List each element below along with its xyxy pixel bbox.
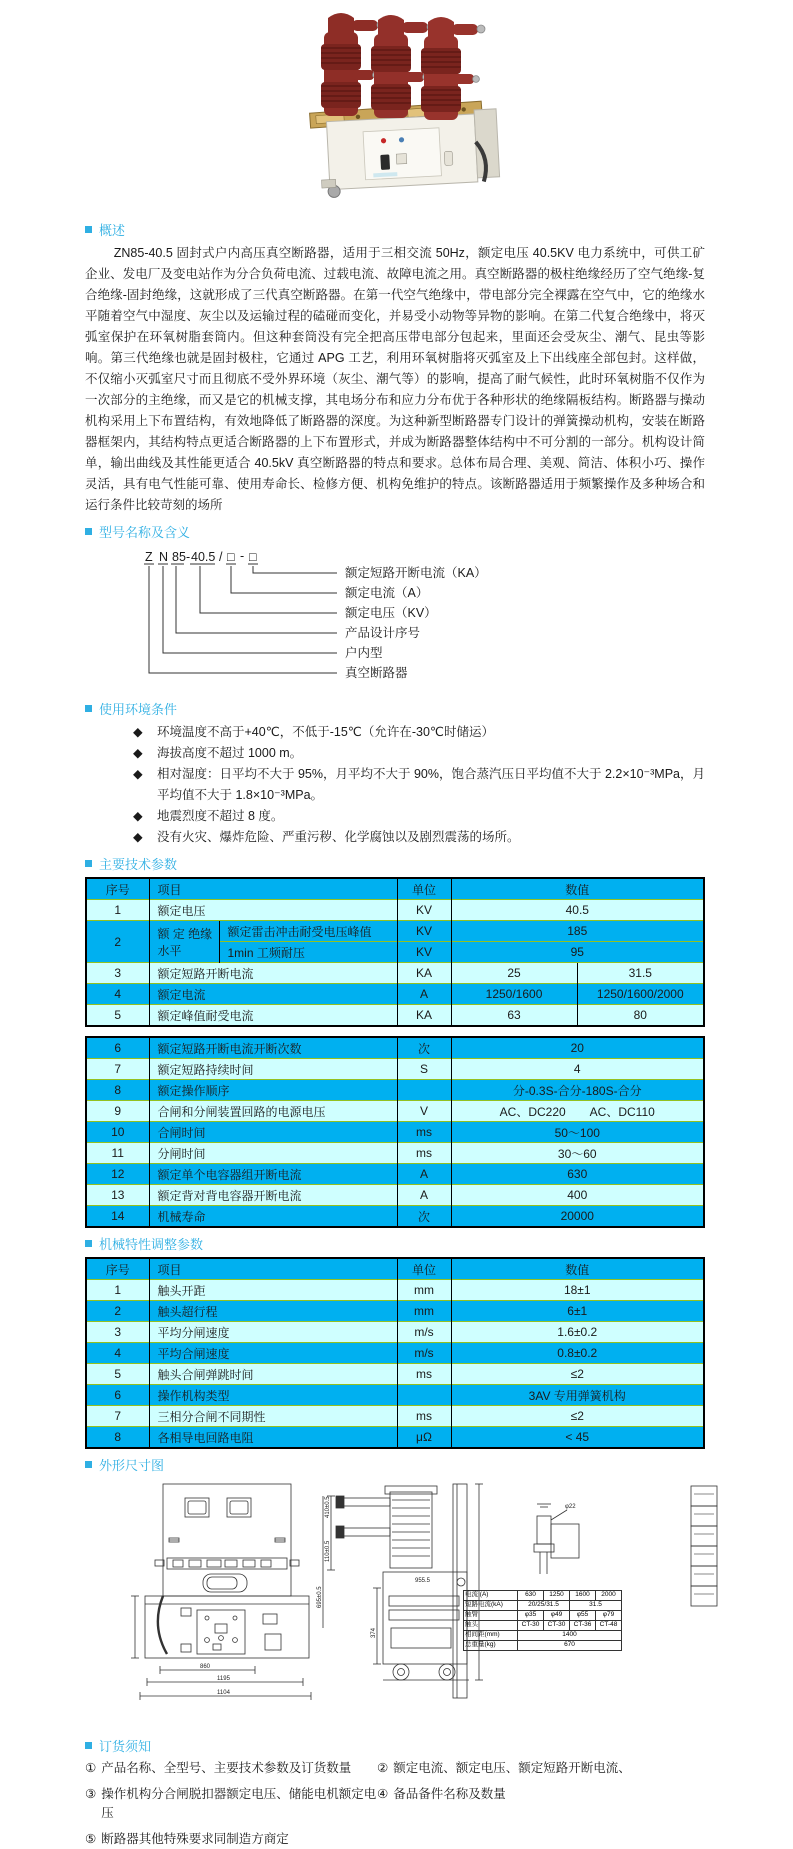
- cell-unit: KA: [397, 1005, 451, 1027]
- cell-no: 7: [86, 1406, 149, 1427]
- table-row: [86, 1122, 704, 1143]
- cell-item: 额定短路开断电流开断次数: [149, 1037, 397, 1059]
- model-label: 产品设计序号: [345, 626, 421, 640]
- environment-list: [85, 722, 705, 848]
- cell-value: CT-48: [596, 1621, 622, 1631]
- cell-value: 50～100: [451, 1122, 704, 1143]
- cell-unit: m/s: [397, 1322, 451, 1343]
- ordering-item-text: 额定电流、额定电压、额定短路开断电流、: [393, 1761, 631, 1775]
- header-cell: 序号: [105, 882, 130, 897]
- cell-value: 20/25/31.5: [518, 1601, 570, 1611]
- table-row: [86, 1206, 704, 1228]
- section-title: 使用环境条件: [99, 702, 178, 717]
- cell-value: 1400: [518, 1631, 622, 1641]
- env-item-text: 环境温度不高于+40℃，不低于-15℃（允许在-30℃时储运）: [157, 725, 494, 739]
- cell-value: 20000: [451, 1206, 704, 1228]
- list-item: [85, 743, 705, 764]
- cell-unit: KA: [397, 963, 451, 984]
- model-code-box2: □: [249, 550, 257, 564]
- cell-value: 1250: [544, 1591, 570, 1601]
- diamond-bullet-icon: ◆: [133, 746, 143, 760]
- cell-value: φ79: [596, 1611, 622, 1621]
- cell-value: 63: [451, 1005, 577, 1027]
- cell-no: 12: [86, 1164, 149, 1185]
- cell-unit: ms: [397, 1143, 451, 1164]
- header-cell: 数值: [451, 878, 704, 900]
- cell-no: 11: [86, 1143, 149, 1164]
- table-row: [464, 1621, 622, 1631]
- table-row: [86, 1385, 704, 1406]
- dim-label: 374: [371, 1627, 377, 1638]
- cell-value: 1600: [570, 1591, 596, 1601]
- cell-value: 40.5: [451, 900, 704, 921]
- header-cell: 序号: [105, 1262, 130, 1277]
- cell-value: < 45: [451, 1427, 704, 1449]
- diamond-bullet-icon: ◆: [133, 725, 143, 739]
- table-row: [86, 1427, 704, 1449]
- table-row: [464, 1601, 622, 1611]
- list-item: [85, 1759, 377, 1778]
- cell-unit: ms: [397, 1122, 451, 1143]
- dim-label: φ22: [565, 1504, 576, 1510]
- cell-item: 操作机构类型: [149, 1385, 397, 1406]
- cell-value: 1250/1600/2000: [577, 984, 704, 1005]
- cell-item: 额定雷击冲击耐受电压峰值: [219, 921, 397, 942]
- section-bullet-icon: [85, 860, 92, 867]
- model-label: 额定短路开断电流（KA）: [345, 566, 487, 580]
- cell-value: CT-30: [544, 1621, 570, 1631]
- circled-number: ⑤: [85, 1832, 97, 1846]
- cell-value: 31.5: [570, 1601, 622, 1611]
- table-row: [86, 1185, 704, 1206]
- cell-item: 分闸时间: [149, 1143, 397, 1164]
- model-designation-diagram: [85, 545, 705, 693]
- env-item-text: 地震烈度不超过 8 度。: [157, 809, 284, 823]
- diamond-bullet-icon: ◆: [133, 809, 143, 823]
- ordering-item-text: 操作机构分合闸脱扣器额定电压、储能电机额定电压: [101, 1787, 377, 1820]
- cell-item: 额定短路开断电流: [149, 963, 397, 984]
- cell-item: 触头开距: [149, 1280, 397, 1301]
- table-row: [86, 1059, 704, 1080]
- cell-no: 6: [114, 1041, 122, 1055]
- cell-value: 0.8±0.2: [451, 1343, 704, 1364]
- cell-unit: ms: [397, 1406, 451, 1427]
- list-item: [85, 722, 705, 743]
- cell-no: 5: [86, 1364, 149, 1385]
- header-cell: 单位: [397, 878, 451, 900]
- model-label: 额定电流（A）: [345, 586, 429, 600]
- cell-value: 4: [451, 1059, 704, 1080]
- cell-value: CT-30: [518, 1621, 544, 1631]
- section-title: 订货须知: [99, 1739, 152, 1754]
- section-header-overview: [85, 220, 705, 239]
- cell-unit: A: [397, 1185, 451, 1206]
- cell-value: 185: [451, 921, 704, 942]
- list-item: [85, 1830, 377, 1849]
- cell-no: 5: [86, 1005, 149, 1027]
- drawing-ratings-table: [463, 1590, 622, 1651]
- cell-value: 20: [451, 1037, 704, 1059]
- diamond-bullet-icon: ◆: [133, 830, 143, 844]
- cell-unit: KV: [397, 900, 451, 921]
- cell-value: 18±1: [451, 1280, 704, 1301]
- product-photo: [268, 4, 526, 196]
- mech-params-table: [85, 1257, 705, 1449]
- model-label: 真空断路器: [345, 666, 408, 680]
- cell-no: 1: [86, 1280, 149, 1301]
- cell-unit: mm: [397, 1280, 451, 1301]
- list-item: [85, 806, 705, 827]
- cell-item: 平均合闸速度: [149, 1343, 397, 1364]
- cell-value: AC、DC220 AC、DC110: [451, 1101, 704, 1122]
- cell-value: 2000: [596, 1591, 622, 1601]
- section-title: 外形尺寸图: [99, 1458, 165, 1473]
- ordering-list: [85, 1759, 705, 1849]
- cell-value: 30～60: [451, 1143, 704, 1164]
- section-bullet-icon: [85, 1461, 92, 1468]
- circuit-breaker-illustration: [268, 4, 526, 196]
- cell-value: φ55: [570, 1611, 596, 1621]
- cell-value: φ49: [544, 1611, 570, 1621]
- model-code-z: Z: [145, 550, 153, 564]
- cell-unit: mm: [397, 1301, 451, 1322]
- cell-item: 额定背对背电容器开断电流: [149, 1185, 397, 1206]
- cell-no: 8: [86, 1427, 149, 1449]
- dim-label: 410±0.5: [325, 1496, 331, 1518]
- table-row: [86, 1280, 704, 1301]
- section-title: 型号名称及含义: [99, 525, 191, 540]
- section-bullet-icon: [85, 705, 92, 712]
- cell-no: 6: [86, 1385, 149, 1406]
- cell-unit: V: [397, 1101, 451, 1122]
- cell-label: 触臂: [464, 1611, 518, 1621]
- cell-item: 合闸和分闸装置回路的电源电压: [149, 1101, 397, 1122]
- section-header-model: [85, 522, 705, 541]
- cell-label: 总重量(kg): [464, 1641, 518, 1651]
- cell-item: 额定电压: [149, 900, 397, 921]
- cell-value: ≤2: [451, 1406, 704, 1427]
- table-row: [86, 1164, 704, 1185]
- cell-item: 额定操作顺序: [149, 1080, 397, 1101]
- cell-unit: KV: [397, 921, 451, 942]
- cell-value: 400: [451, 1185, 704, 1206]
- section-title: 机械特性调整参数: [99, 1237, 204, 1252]
- cell-label: 短路电流(kA): [464, 1601, 518, 1611]
- cell-no: 4: [86, 984, 149, 1005]
- cell-no: 1: [86, 900, 149, 921]
- table-row: [86, 1364, 704, 1385]
- cell-item: 平均分闸速度: [149, 1322, 397, 1343]
- cell-no: 3: [86, 963, 149, 984]
- header-cell: 单位: [397, 1258, 451, 1280]
- cell-value: 3AV 专用弹簧机构: [451, 1385, 704, 1406]
- cell-unit: ms: [397, 1364, 451, 1385]
- cell-no: 7: [86, 1059, 149, 1080]
- cell-unit: A: [397, 1164, 451, 1185]
- cell-item: 合闸时间: [149, 1122, 397, 1143]
- table-row: [464, 1631, 622, 1641]
- model-code-405: 40.5: [191, 550, 216, 564]
- table-row: [86, 1080, 704, 1101]
- cell-item: 机械寿命: [149, 1206, 397, 1228]
- cell-no: 2: [86, 1301, 149, 1322]
- cell-value: CT-36: [570, 1621, 596, 1631]
- cell-unit: [397, 1385, 451, 1406]
- table-row: [86, 984, 704, 1005]
- env-item-text: 没有火灾、爆炸危险、严重污秽、化学腐蚀以及剧烈震荡的场所。: [157, 830, 520, 844]
- section-title: 主要技术参数: [99, 857, 178, 872]
- table-row: [464, 1591, 622, 1601]
- cell-label: 触头: [464, 1621, 518, 1631]
- env-item-text: 海拔高度不超过 1000 m。: [157, 746, 303, 760]
- model-label: 额定电压（KV）: [345, 606, 437, 620]
- section-header-main-params: [85, 854, 705, 873]
- circled-number: ①: [85, 1761, 97, 1775]
- table-row: [86, 1143, 704, 1164]
- model-code-dash: -: [240, 549, 245, 563]
- ordering-item-text: 备品备件名称及数量: [393, 1787, 506, 1801]
- cell-value: 25: [451, 963, 577, 984]
- cell-no: 2: [86, 921, 149, 963]
- cell-item: 1min 工频耐压: [219, 942, 397, 963]
- table-row: [86, 963, 704, 984]
- header-cell: 项目: [149, 1258, 397, 1280]
- table-row: [86, 1301, 704, 1322]
- section-bullet-icon: [85, 1240, 92, 1247]
- dim-label: 1195: [217, 1676, 230, 1682]
- cell-unit: KV: [397, 942, 451, 963]
- cell-no: 8: [86, 1080, 149, 1101]
- table-row: [86, 1322, 704, 1343]
- table-row: [86, 1343, 704, 1364]
- cell-unit: m/s: [397, 1343, 451, 1364]
- cell-label: 电流 (A): [464, 1591, 518, 1601]
- diamond-bullet-icon: ◆: [133, 767, 143, 781]
- cell-no: 10: [86, 1122, 149, 1143]
- section-bullet-icon: [85, 1742, 92, 1749]
- cell-value: φ35: [518, 1611, 544, 1621]
- table-row: [86, 1005, 704, 1027]
- cell-value: 1.6±0.2: [451, 1322, 704, 1343]
- dim-label: 110±0.5: [325, 1540, 331, 1562]
- section-header-environment: [85, 699, 705, 718]
- dimension-drawing-svg: [85, 1478, 725, 1730]
- cell-label: 相间距(mm): [464, 1631, 518, 1641]
- dim-label: 695±0.5: [317, 1586, 323, 1608]
- cell-item: 额定电流: [149, 984, 397, 1005]
- cell-item: 触头超行程: [149, 1301, 397, 1322]
- header-cell: 项目: [149, 878, 397, 900]
- cell-value: 630: [451, 1164, 704, 1185]
- overview-paragraph: ZN85-40.5 固封式户内高压真空断路器，适用于三相交流 50Hz，额定电压 40.5KV 电力系统中，可供工矿企业、发电厂及变电站作为分合负荷电流、过载电流、故障电流之用。真空断路器的极柱绝缘经历了空气绝缘-复合绝缘-固封绝缘，这就形成了三代真空断路器。在第一代空气绝缘中，带电部分完全裸露在空气中，它的绝缘水平随着空气中湿度、灰尘以及运输过程的磕碰而变化，并易受小动物等异物的影响。在第二代复合绝缘中，将灭弧室保护在环氧树脂套筒内。但这种套筒没有完全把高压带电部分包起来，里面还会受灰尘、潮气、昆虫等影响。第三代绝缘也就是固封极柱，它通过 APG 工艺，利用环氧树脂将灭弧室及上下出线座全部包封。这样做，不仅缩小灭弧室尺寸而且彻底不受外界环境（灰尘、潮气等）的影响，提高了耐气候性，此时环氧树脂不仅作为一次部分的主绝缘，而又是它的机械支撑，其电场分布和应力分布优于各种形状的绝缘隔板结构。断路器与操动机构采用上下布置结构，有效地降低了断路器的深度。为这种新型断路器专门设计的弹簧操动机构，安装在断路器框架内，其结构特点更适合断路器的上下布置形式，并成为断路器整体结构中不可分割的一部分。机构设计简单，输出曲线及其性能更适合 40.5kV 真空断路器的特点和要求。总体布局合理、美观、简洁、体积小巧、操作灵活，具有电气性能可靠、使用寿命长、检修方便、机构免维护的特点。该断路器适用于频繁操作及多种场合和运行条件比较苛刻的场所: [85, 246, 705, 512]
- dim-label: 955.5: [415, 1578, 431, 1584]
- model-code-box1: □: [227, 550, 235, 564]
- cell-unit: S: [397, 1059, 451, 1080]
- outline-dimension-drawing: [85, 1478, 705, 1730]
- ordering-item-text: 断路器其他特殊要求同制造方商定: [101, 1832, 289, 1846]
- cell-value: 95: [451, 942, 704, 963]
- circled-number: ④: [377, 1787, 389, 1801]
- cell-value: 6±1: [451, 1301, 704, 1322]
- list-item: [377, 1785, 705, 1823]
- table-row: [86, 1037, 704, 1059]
- cell-no: 4: [86, 1343, 149, 1364]
- cell-unit: μΩ: [397, 1427, 451, 1449]
- model-code-slash: /: [219, 550, 223, 564]
- section-header-mech-params: [85, 1234, 705, 1253]
- main-params-table-part2: [85, 1036, 705, 1228]
- model-code-hyphen: -: [186, 550, 191, 564]
- table-row: [464, 1611, 622, 1621]
- cell-item: 触头合闸弹跳时间: [149, 1364, 397, 1385]
- table-header-row: [86, 878, 704, 900]
- dim-label: 1104: [217, 1690, 230, 1696]
- circled-number: ②: [377, 1761, 389, 1775]
- list-item: [377, 1759, 705, 1778]
- table-row: [86, 900, 704, 921]
- cell-item: 额定短路持续时间: [149, 1059, 397, 1080]
- model-code-n: N: [159, 550, 169, 564]
- table-header-row: [86, 1258, 704, 1280]
- model-code-85: 85: [172, 550, 186, 564]
- cell-item: 各相导电回路电阻: [149, 1427, 397, 1449]
- env-item-text: 相对湿度：日平均不大于 95%，月平均不大于 90%，饱合蒸汽压日平均值不大于 2.2×10⁻³MPa，月平均值不大于 1.8×10⁻³MPa。: [157, 767, 705, 802]
- table-row: [86, 1101, 704, 1122]
- cell-value: 31.5: [577, 963, 704, 984]
- list-item: [85, 1785, 377, 1823]
- section-bullet-icon: [85, 528, 92, 535]
- cell-value: 80: [577, 1005, 704, 1027]
- cell-value: 630: [518, 1591, 544, 1601]
- cell-unit: A: [397, 984, 451, 1005]
- cell-value: 1250/1600: [451, 984, 577, 1005]
- cell-no: 9: [86, 1101, 149, 1122]
- cell-no: 13: [86, 1185, 149, 1206]
- cell-item: 三相分合闸不同期性: [149, 1406, 397, 1427]
- cell-item: 额定峰值耐受电流: [149, 1005, 397, 1027]
- model-label: 户内型: [345, 646, 383, 660]
- cell-no: 3: [86, 1322, 149, 1343]
- table-gap: [85, 1027, 705, 1036]
- section-header-ordering: [85, 1736, 705, 1755]
- cell-no: 14: [86, 1206, 149, 1228]
- dim-label: 860: [200, 1664, 211, 1670]
- table-row: [86, 921, 704, 942]
- content-column: [85, 214, 705, 1849]
- cell-item: 额定单个电容器组开断电流: [149, 1164, 397, 1185]
- cell-value: ≤2: [451, 1364, 704, 1385]
- section-title: 概述: [99, 223, 126, 238]
- list-item: [85, 827, 705, 848]
- section-header-dimensions: [85, 1455, 705, 1474]
- list-item: [85, 764, 705, 806]
- cell-unit: 次: [397, 1037, 451, 1059]
- cell-unit: [397, 1080, 451, 1101]
- table-row: [86, 1406, 704, 1427]
- cell-value: 分-0.3S-合分-180S-合分: [451, 1080, 704, 1101]
- circled-number: ③: [85, 1787, 97, 1801]
- ordering-item-text: 产品名称、全型号、主要技术参数及订货数量: [101, 1761, 352, 1775]
- table-row: [464, 1641, 622, 1651]
- header-cell: 数值: [451, 1258, 704, 1280]
- main-params-table-part1: [85, 877, 705, 1027]
- cell-value: 670: [518, 1641, 622, 1651]
- section-bullet-icon: [85, 226, 92, 233]
- cell-unit: 次: [397, 1206, 451, 1228]
- cell-group: 额 定 绝缘水平: [149, 921, 219, 963]
